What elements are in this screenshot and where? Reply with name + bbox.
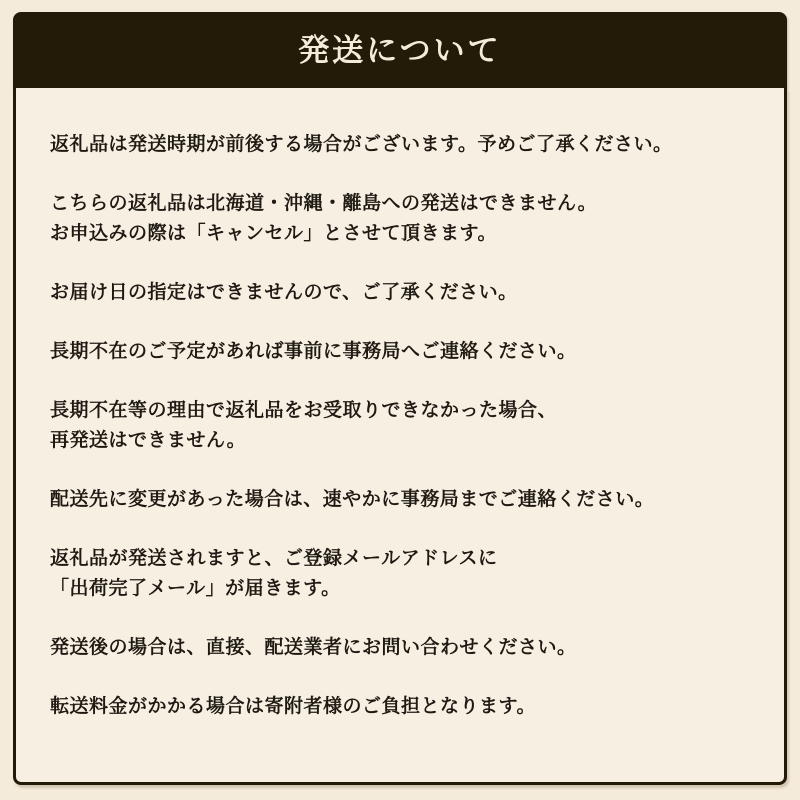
shipping-notice-card xyxy=(13,12,787,785)
page-title: 発送について xyxy=(298,32,502,68)
notice-paragraph: 転送料金がかかる場合は寄附者様のご負担となります。 xyxy=(50,696,536,717)
notice-paragraph: こちらの返礼品は北海道・沖縄・離島への発送はできません。 お申込みの際は「キャンセル」とさせて頂きます。 xyxy=(50,193,598,244)
notice-paragraph: 長期不在のご予定があれば事前に事務局へご連絡ください。 xyxy=(50,341,577,362)
notice-paragraph: 返礼品が発送されますと、ご登録メールアドレスに 「出荷完了メール」が届きます。 xyxy=(50,548,498,599)
notice-paragraph: 配送先に変更があった場合は、速やかに事務局までご連絡ください。 xyxy=(50,489,655,510)
notice-paragraph: 長期不在等の理由で返礼品をお受取りできなかった場合、 再発送はできません。 xyxy=(50,400,558,451)
notice-header xyxy=(13,12,787,88)
notice-paragraph: 返礼品は発送時期が前後する場合がございます。予めご了承ください。 xyxy=(50,134,673,155)
notice-paragraph: お届け日の指定はできませんので、ご了承ください。 xyxy=(50,282,518,303)
notice-body xyxy=(13,88,787,785)
notice-paragraph: 発送後の場合は、直接、配送業者にお問い合わせください。 xyxy=(50,637,577,658)
